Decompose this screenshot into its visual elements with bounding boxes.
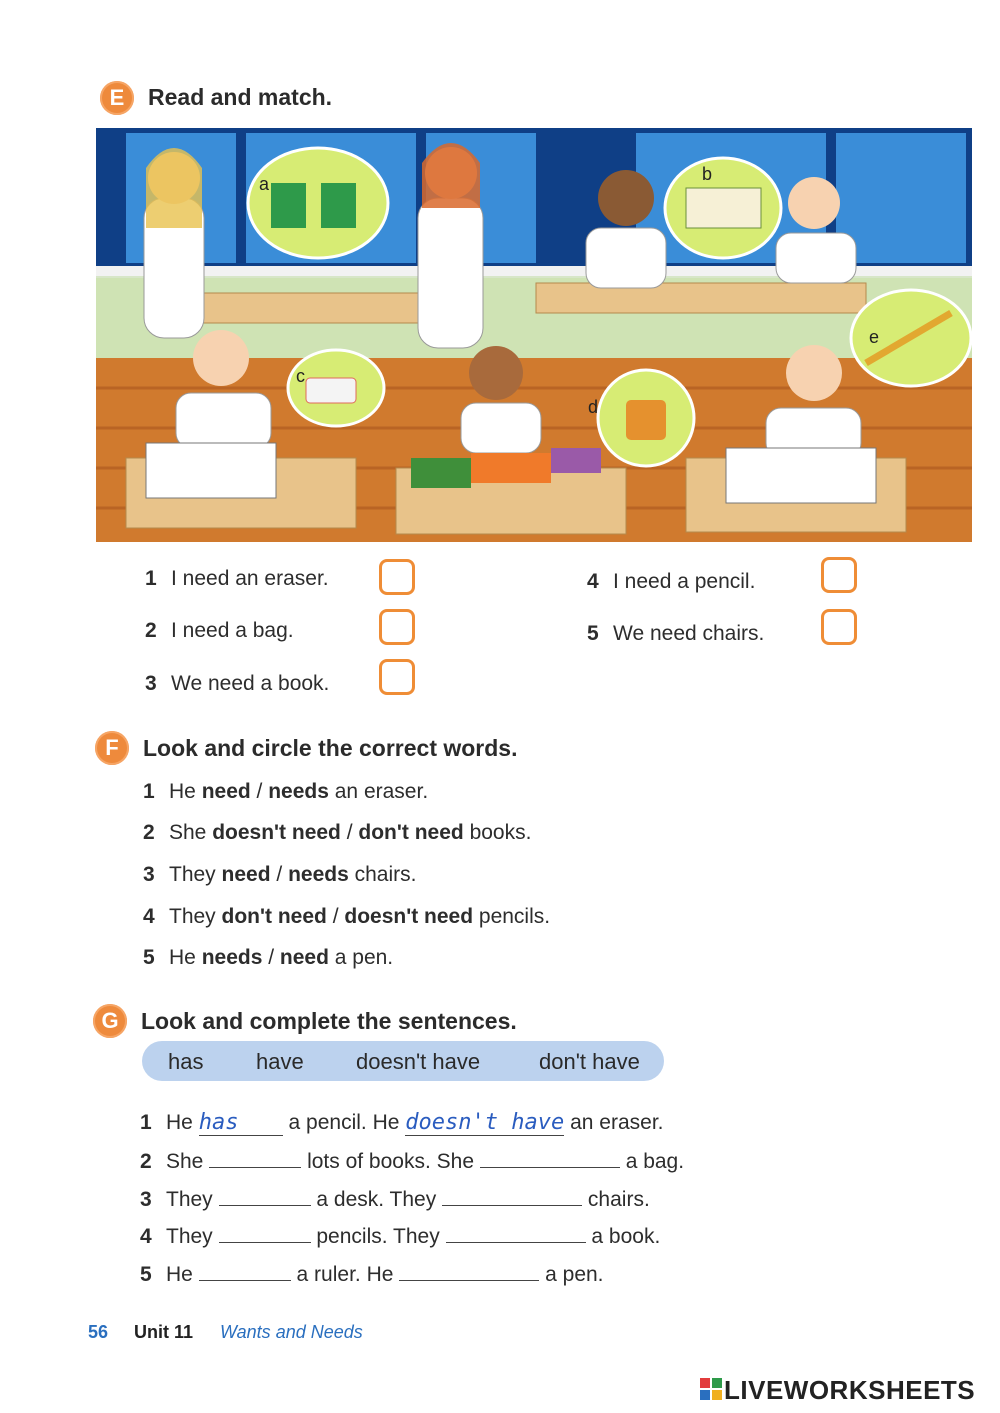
example-answer-1: has: [199, 1110, 283, 1136]
section-g-badge: G: [93, 1004, 127, 1038]
word-bank-dont-have: don't have: [539, 1049, 640, 1074]
complete-item-3: 3 They a desk. They chairs.: [140, 1188, 650, 1211]
option-doesnt-need[interactable]: doesn't need: [212, 821, 341, 844]
watermark: LIVEWORKSHEETS: [724, 1375, 976, 1405]
answer-blank[interactable]: [399, 1262, 539, 1281]
liveworksheets-logo-icon: [700, 1378, 722, 1400]
complete-item-1: 1 He has a pencil. He doesn't have an eraser.: [140, 1110, 664, 1135]
answer-blank[interactable]: [446, 1224, 586, 1243]
unit-topic: Wants and Needs: [220, 1322, 363, 1342]
picture-label-a: a: [259, 174, 270, 194]
unit-label: Unit 11: [134, 1322, 194, 1342]
match-item-2: 2 I need a bag.: [145, 619, 294, 642]
section-e-title: Read and match.: [148, 84, 333, 110]
circle-item-4: 4 They don't need / doesn't need pencils.: [143, 905, 551, 928]
page-number: 56: [88, 1322, 109, 1342]
section-f-badge: F: [95, 731, 129, 765]
answer-blank[interactable]: [219, 1187, 311, 1206]
option-need[interactable]: need: [279, 946, 329, 969]
picture-label-b: b: [702, 164, 713, 184]
match-item-3: 3 We need a book.: [145, 672, 330, 695]
option-dont-need[interactable]: don't need: [358, 821, 464, 844]
answer-blank[interactable]: [480, 1149, 620, 1168]
option-needs[interactable]: needs: [268, 780, 329, 803]
answer-blank[interactable]: [219, 1224, 311, 1243]
option-need[interactable]: need: [201, 780, 251, 803]
picture-label-d: d: [588, 397, 599, 417]
section-f-title: Look and circle the correct words.: [143, 735, 518, 761]
match-answer-box-3[interactable]: [379, 659, 415, 695]
circle-item-3: 3 They need / needs chairs.: [143, 863, 417, 886]
match-answer-box-5[interactable]: [821, 609, 857, 645]
option-needs[interactable]: needs: [201, 946, 263, 969]
example-answer-2: doesn't have: [405, 1110, 565, 1135]
complete-item-5: 5 He a ruler. He a pen.: [140, 1263, 604, 1286]
section-g-title: Look and complete the sentences.: [141, 1008, 517, 1034]
word-bank-have: have: [256, 1049, 304, 1074]
option-doesnt-need[interactable]: doesn't need: [344, 905, 474, 928]
complete-item-2: 2 She lots of books. She a bag.: [140, 1150, 685, 1173]
match-answer-box-2[interactable]: [379, 609, 415, 645]
match-answer-box-4[interactable]: [821, 557, 857, 593]
answer-blank[interactable]: [442, 1187, 582, 1206]
circle-item-2: 2 She doesn't need / don't need books.: [143, 821, 532, 844]
option-dont-need[interactable]: don't need: [221, 905, 327, 928]
circle-item-1: 1 He need / needs an eraser.: [143, 780, 429, 803]
match-item-1: 1 I need an eraser.: [145, 567, 329, 590]
word-bank-has: has: [168, 1049, 204, 1074]
picture-label-e: e: [869, 327, 880, 347]
answer-blank[interactable]: [209, 1149, 301, 1168]
picture-label-c: c: [296, 366, 305, 386]
match-item-5: 5 We need chairs.: [587, 622, 765, 645]
answer-blank[interactable]: [199, 1262, 291, 1281]
option-needs[interactable]: needs: [288, 863, 349, 886]
option-need[interactable]: need: [221, 863, 271, 886]
circle-item-5: 5 He needs / need a pen.: [143, 946, 394, 969]
section-e-badge: E: [100, 81, 134, 115]
match-answer-box-1[interactable]: [379, 559, 415, 595]
complete-item-4: 4 They pencils. They a book.: [140, 1225, 661, 1248]
classroom-illustration: [96, 128, 972, 542]
match-item-4: 4 I need a pencil.: [587, 570, 756, 593]
word-bank-doesnt-have: doesn't have: [356, 1049, 481, 1074]
